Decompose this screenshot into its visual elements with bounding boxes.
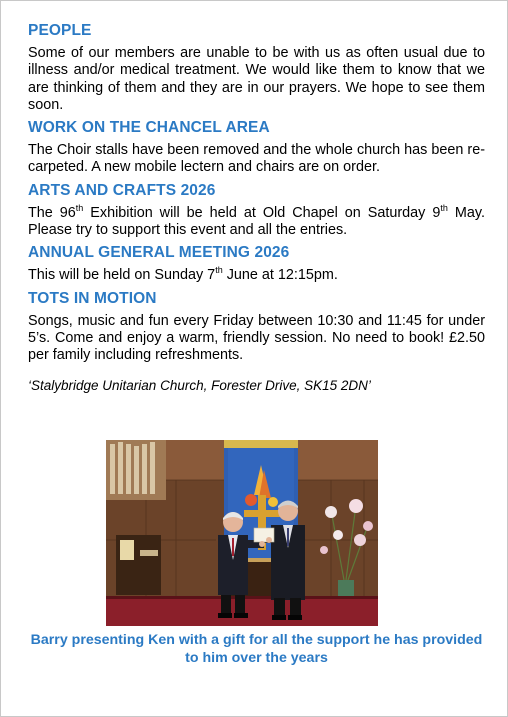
section-body-arts-crafts bbox=[28, 202, 485, 240]
section-tots bbox=[28, 289, 485, 365]
photo-caption: Barry presenting Ken with a gift for all the support he has provided to him over the years bbox=[30, 632, 483, 666]
section-title-tots: TOTS IN MOTION bbox=[28, 289, 157, 307]
arts-text-3: May. Please try to support this event and all the entries. bbox=[28, 204, 485, 239]
section-body-people: Some of our members are unable to be with us as often usual due to illness and/or medical treatment. We would like them to know that we are thinking of them and they are in our prayers. We hope to see them soon. bbox=[28, 45, 485, 113]
church-address: ‘Stalybridge Unitarian Church, Forester Drive, SK15 2DN’ bbox=[28, 377, 371, 393]
section-body-chancel: The Choir stalls have been removed and the whole church has been re-carpeted. A new mobile lectern and chairs are on order. bbox=[28, 142, 485, 176]
section-title-arts-crafts: ARTS AND CRAFTS 2026 bbox=[28, 181, 216, 199]
photo-illustration bbox=[106, 440, 378, 626]
section-chancel bbox=[28, 118, 485, 177]
section-body-tots: Songs, music and fun every Friday between 10:30 and 11:45 for under 5’s. Come and enjoy a warm, friendly session. No need to book! £2.50 per family including refreshments. bbox=[28, 312, 485, 364]
agm-text-2: June at 12:15pm. bbox=[222, 267, 338, 284]
section-agm bbox=[28, 243, 485, 284]
section-arts-crafts bbox=[28, 181, 485, 240]
page-content bbox=[28, 21, 485, 398]
section-body-agm bbox=[28, 267, 485, 284]
arts-text-2: Exhibition will be held at Old Chapel on Saturday 9 bbox=[83, 204, 441, 221]
section-people bbox=[28, 21, 485, 114]
section-title-people: PEOPLE bbox=[28, 22, 92, 39]
arts-sup-1: th bbox=[75, 202, 84, 213]
presentation-photo bbox=[106, 440, 378, 626]
arts-sup-2: th bbox=[440, 202, 448, 213]
arts-text-1: The 96 bbox=[28, 204, 76, 221]
section-title-chancel: WORK ON THE CHANCEL AREA bbox=[28, 119, 270, 137]
section-title-agm: ANNUAL GENERAL MEETING 2026 bbox=[28, 244, 290, 262]
agm-text-1: This will be held on Sunday 7 bbox=[28, 267, 216, 284]
agm-sup: th bbox=[215, 265, 223, 276]
